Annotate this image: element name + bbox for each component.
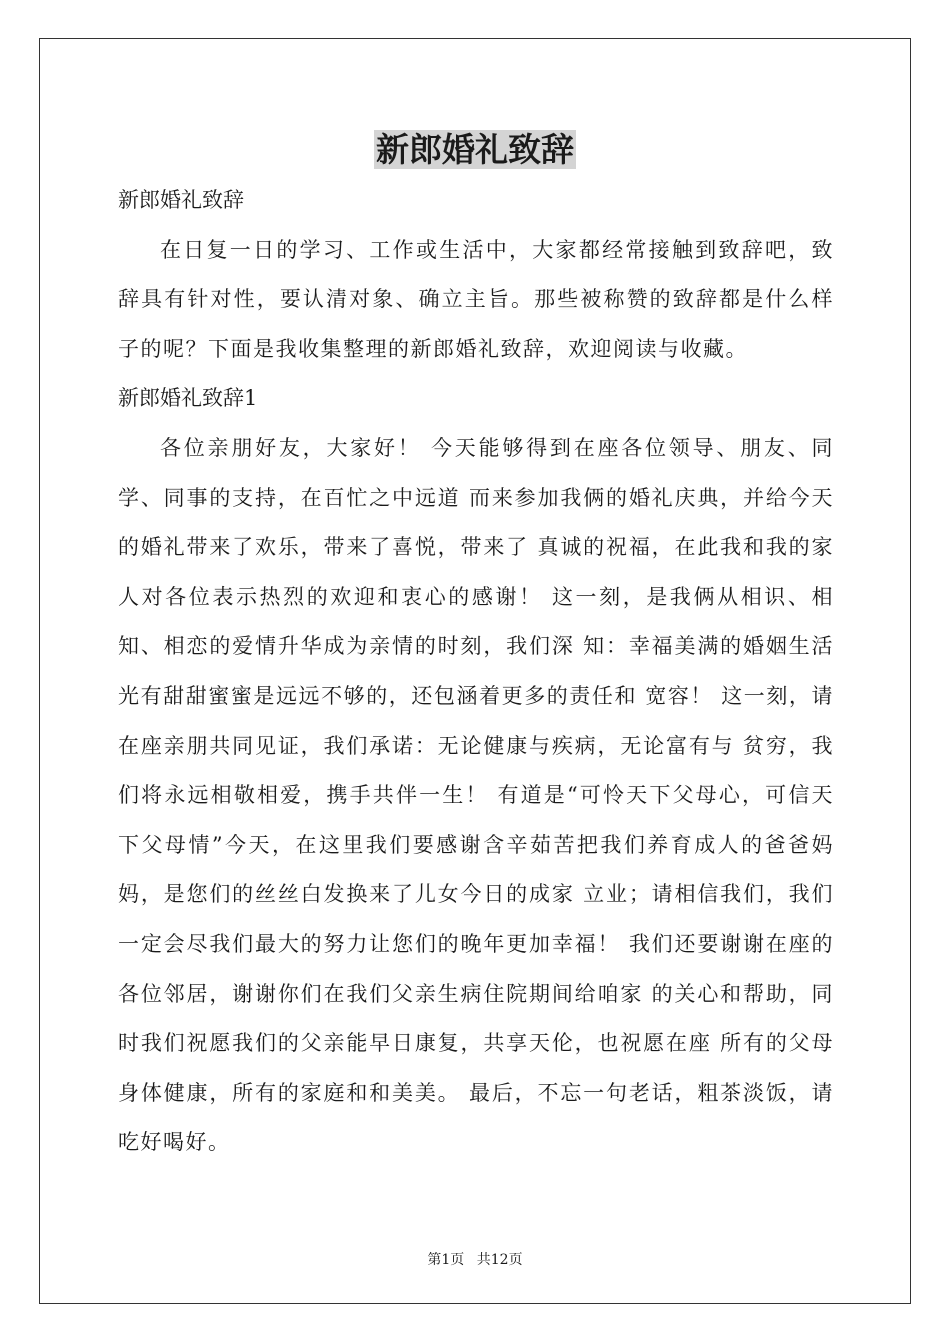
page-number: 第1页 <box>427 1252 465 1268</box>
intro-paragraph: 在日复一日的学习、工作或生活中，大家都经常接触到致辞吧，致辞具有针对性，要认清对象、确立主旨。那些被称赞的致辞都是什么样子的呢？下面是我收集整理的新郎婚礼致辞，欢迎阅读与收藏。 <box>118 237 834 361</box>
page-footer <box>0 1251 950 1269</box>
document-subtitle: 新郎婚礼致辞 <box>118 188 244 212</box>
body-paragraph: 各位亲朋好友，大家好！ 今天能够得到在座各位领导、朋友、同学、同事的支持，在百忙之中远道 而来参加我俩的婚礼庆典，并给今天的婚礼带来了欢乐，带来了喜悦，带来了 真诚的祝福，在此我和我的家人对各位表示热烈的欢迎和衷心的感谢！ 这一刻，是我俩从相识、相知、相恋的爱情升华成为亲情的时刻，我们深 知：幸福美满的婚姻生活光有甜甜蜜蜜是远远不够的，还包涵着更多的责任和 宽容！ 这一刻，请在座亲朋共同见证，我们承诺：无论健康与疾病，无论富有与 贫穷，我们将永远相敬相爱，携手共伴一生！ 有道是“可怜天下父母心，可信天下父母情”今天，在这里我们要感谢含辛茹苦把我们养育成人的爸爸妈妈，是您们的丝丝白发换来了儿女今日的成家 立业；请相信我们，我们一定会尽我们最大的努力让您们的晚年更加幸福！ 我们还要谢谢在座的各位邻居，谢谢你们在我们父亲生病住院期间给咱家 的关心和帮助，同时我们祝愿我们的父亲能早日康复，共享天伦，也祝愿在座 所有的父母身体健康，所有的家庭和和美美。 最后，不忘一句老话，粗茶淡饭，请吃好喝好。 <box>118 435 834 1155</box>
page-total: 共12页 <box>476 1252 523 1268</box>
document-content <box>118 176 834 1168</box>
section-heading: 新郎婚礼致辞1 <box>118 386 258 411</box>
document-title <box>0 126 950 174</box>
document-title-text: 新郎婚礼致辞 <box>376 130 574 169</box>
